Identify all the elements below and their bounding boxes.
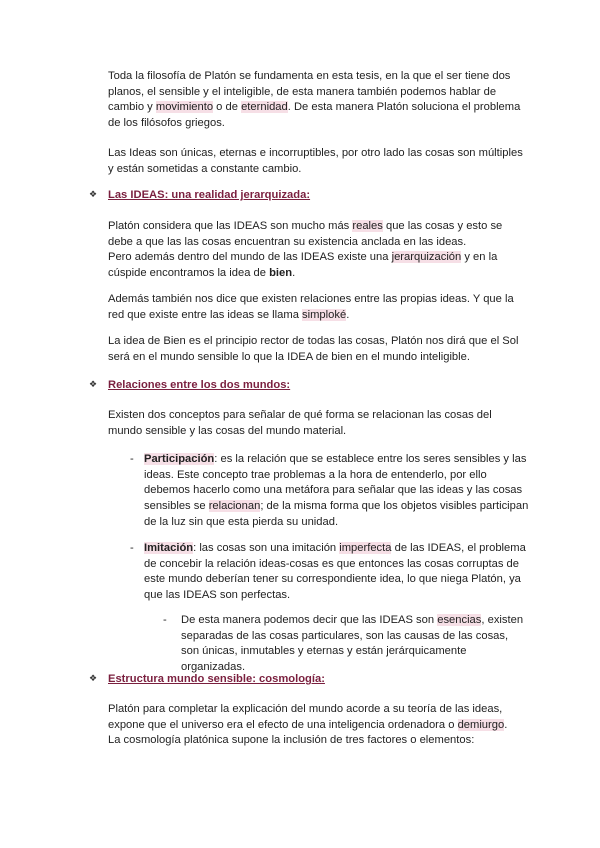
dash-bullet: - [163, 614, 167, 626]
sub-list-item-esencias [163, 613, 528, 676]
list-item-imitacion [130, 541, 530, 604]
highlight-jerarquizacion: jerarquización [391, 251, 462, 264]
section-heading-ideas [89, 188, 509, 204]
paragraph-idea-bien: La idea de Bien es el principio rector de todas las cosas, Platón nos dirá que el Sol será en el mundo sensible lo que la IDEA de bien en el mundo inteligible. [108, 335, 519, 363]
dash-bullet: - [130, 542, 134, 554]
section-heading-relaciones [89, 378, 509, 394]
text: De esta manera podemos decir que las IDEAS son [181, 614, 438, 626]
highlight-movimiento: movimiento [155, 101, 214, 114]
paragraph-dos-conceptos: Existen dos conceptos para señalar de qué forma se relacionan las cosas del mundo sensible y las cosas del mundo material. [108, 409, 492, 437]
paragraph-ideas-reales [108, 219, 528, 282]
text: que las cosas y esto se debe a que las las cosas encuentran su existencia anclada en las ideas. [108, 220, 503, 248]
paragraph-tesis [108, 69, 528, 132]
paragraph-demiurgo [108, 702, 528, 749]
text: Platón considera que las IDEAS son mucho más [108, 220, 353, 232]
text: , existen separadas de las cosas particulares, son las causas de las cosas, son únicas, inmutables y eternas y están jerárquicamente organizadas. [181, 614, 524, 674]
text: . De esta manera Platón soluciona el problema de los filósofos griegos. [108, 101, 521, 130]
diamond-bullet-icon: ❖ [89, 190, 98, 201]
text: . [504, 718, 508, 731]
highlight-relacionan: relacionan [208, 500, 261, 513]
heading-text: Estructura mundo sensible: cosmología: [108, 673, 325, 686]
term-imitacion: Imitación [144, 542, 194, 554]
highlight-simploke: simploké [302, 308, 347, 321]
text: ; de la misma forma que los objetos visibles participan de la luz sin que esta pierda su unidad. [144, 500, 529, 528]
highlight-reales: reales [352, 220, 383, 232]
heading-text: Relaciones entre los dos mundos: [108, 379, 291, 392]
paragraph-simploke [108, 292, 528, 323]
text: o de [213, 101, 242, 114]
text: Además también nos dice que existen relaciones entre las propias ideas. Y que la red que existe entre las ideas se llama [108, 293, 514, 321]
term-participacion: Participación [144, 453, 215, 465]
dash-bullet: - [130, 453, 134, 465]
text: Toda la filosofía de Platón se fundamenta en esta tesis, en la que el ser tiene dos planos, el sensible y el inteligible, de esta manera también podemos hablar de cambio y [108, 70, 511, 114]
heading-text: Las IDEAS: una realidad jerarquizada: [108, 189, 311, 202]
text: : las cosas son una imitación [193, 542, 340, 554]
text: . [292, 267, 296, 280]
highlight-demiurgo: demiurgo [457, 718, 505, 731]
paragraph-ideas-unicas: Las Ideas son únicas, eternas e incorruptibles, por otro lado las cosas son múltiples y están sometidas a constante cambio. [108, 147, 523, 175]
highlight-imperfecta: imperfecta [339, 542, 392, 554]
text: y en la cúspide encontramos la idea de [108, 251, 498, 280]
text: Platón para completar la explicación del mundo acorde a su teoría de las ideas, expone que el universo era el efecto de una inteligencia ordenadora o [108, 703, 503, 731]
text: : es la relación que se establece entre los seres sensibles y las ideas. Este concepto trae problemas a la hora de entenderlo, por ello debemos hacerlo como una metáfora para señalar que las ideas y las cosas sensibles se [144, 453, 527, 513]
section-heading-cosmologia [89, 672, 509, 688]
text: La cosmología platónica supone la inclusión de tres factores o elementos: [108, 734, 475, 747]
list-item-participacion [130, 452, 530, 531]
diamond-bullet-icon: ❖ [89, 674, 98, 685]
text: . [346, 308, 350, 321]
diamond-bullet-icon: ❖ [89, 380, 98, 391]
text: Pero además dentro del mundo de las IDEAS existe una [108, 251, 392, 264]
highlight-esencias: esencias [437, 614, 482, 626]
bold-bien: bien [269, 267, 293, 280]
highlight-eternidad: eternidad [241, 101, 288, 114]
text: de las IDEAS, el problema de concebir la relación ideas-cosas es que entonces las cosas corruptas de este mundo deberían tener su correspondiente idea, lo que niega Platón, ya que las IDEAS son perfectas. [144, 542, 526, 602]
